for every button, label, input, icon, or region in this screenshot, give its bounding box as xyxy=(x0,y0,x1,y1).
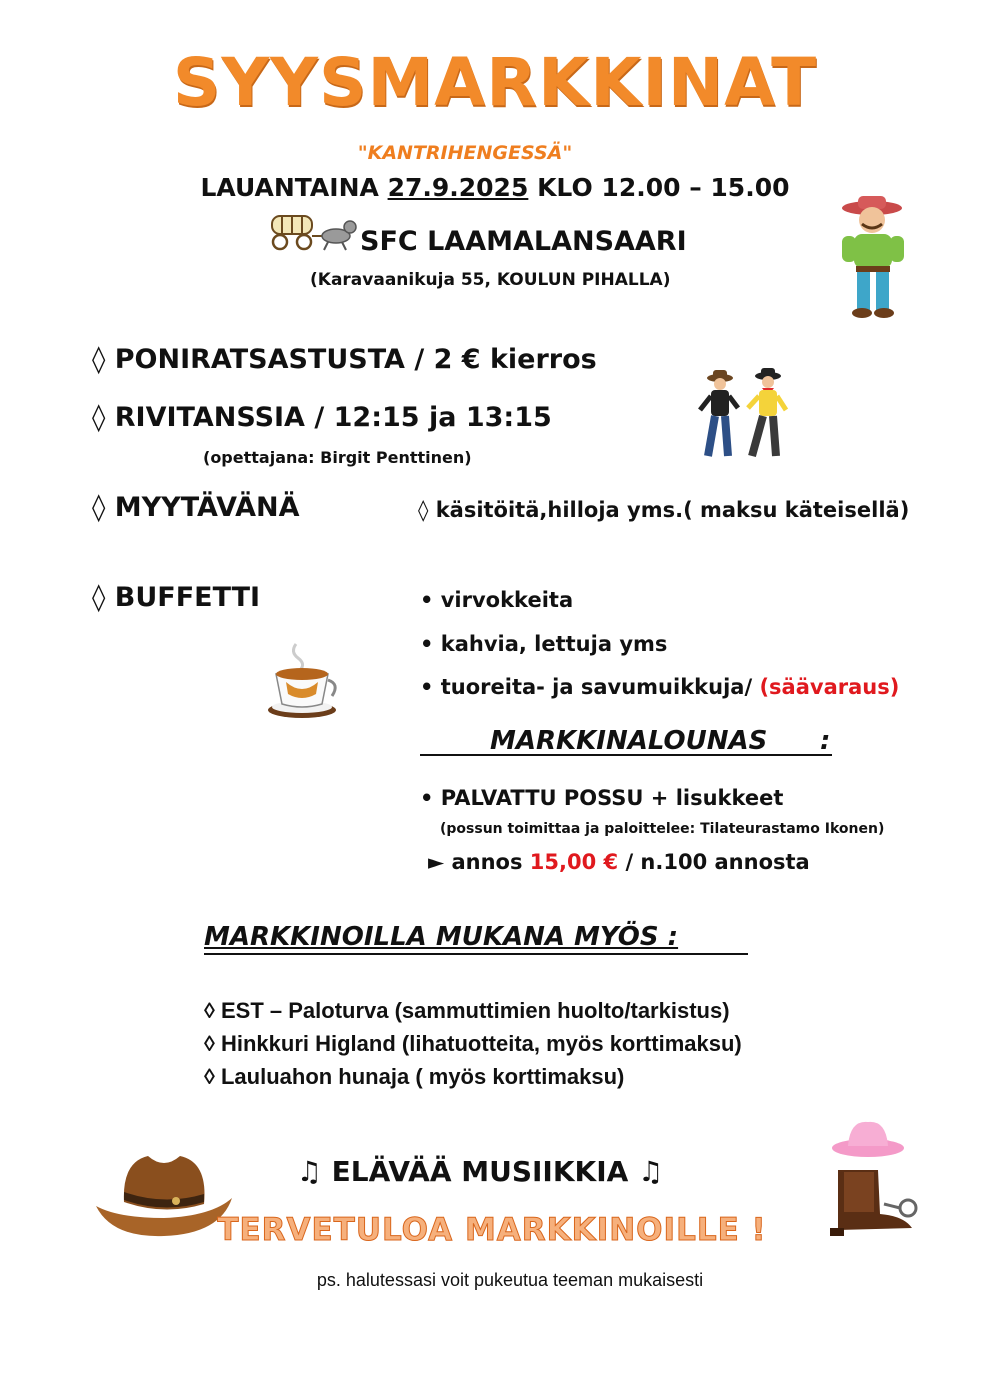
for-sale-item: ◊ käsitöitä,hilloja yms.( maksu käteisellä) xyxy=(418,498,910,522)
for-sale-title: ◊ MYYTÄVÄNÄ xyxy=(92,492,300,523)
date-value: 27.9.2025 xyxy=(387,173,529,202)
venue: SFC LAAMALANSAARI xyxy=(360,226,687,257)
also-heading-wrap xyxy=(204,922,678,952)
buffet-item: • kahvia, lettuja yms xyxy=(420,632,668,656)
dress-code-note: ps. halutessasi voit pukeutua teeman mukaisesti xyxy=(316,1270,704,1290)
subtitle: "KANTRIHENGESSÄ" xyxy=(357,142,573,164)
live-music: ♫ ELÄVÄÄ MUSIIKKIA ♫ xyxy=(296,1155,664,1188)
buffet-item-text: • tuoreita- ja savumuikkuja/ xyxy=(420,675,753,699)
page-title: SYYSMARKKINAT xyxy=(172,44,818,121)
price-prefix: ► annos xyxy=(428,850,523,874)
address: (Karavaanikuja 55, KOULUN PIHALLA) xyxy=(310,270,671,290)
also-heading: MARKKINOILLA MUKANA MYÖS : xyxy=(204,922,679,952)
price-value: 15,00 € xyxy=(529,850,619,874)
weather-note: (säävaraus) xyxy=(759,675,900,699)
lunch-heading: MARKKINALOUNAS xyxy=(490,726,768,756)
list-item: ◊ EST – Paloturva (sammuttimien huolto/tarkistus) xyxy=(204,998,730,1023)
cowboy-icon xyxy=(826,194,912,320)
welcome-text: TERVETULOA MARKKINOILLE ! xyxy=(217,1212,767,1248)
list-item: ◊ Hinkkuri Higland (lihatuotteita, myös korttimaksu) xyxy=(204,1031,742,1056)
lunch-provider: (possun toimittaa ja paloittelee: Tilateurastamo Ikonen) xyxy=(440,821,885,837)
lunch-heading-colon: : xyxy=(820,726,831,756)
buffet-item: • virvokkeita xyxy=(420,588,574,612)
time-value: KLO 12.00 – 15.00 xyxy=(537,173,790,202)
lunch-price-line xyxy=(428,850,810,874)
price-suffix: / n.100 annosta xyxy=(625,850,810,874)
lunch-item: • PALVATTU POSSU + lisukkeet xyxy=(420,786,784,810)
dance-teacher: (opettajana: Birgit Penttinen) xyxy=(203,448,472,467)
also-heading-underline xyxy=(204,952,748,956)
dancers-icon xyxy=(692,366,796,466)
pony-ride: ◊ PONIRATSASTUSTA / 2 € kierros xyxy=(92,344,597,375)
coffee-cup-icon xyxy=(262,640,342,722)
buffet-item xyxy=(420,675,899,699)
date-prefix: LAUANTAINA xyxy=(200,173,379,202)
cowboy-boot-icon xyxy=(808,1116,924,1240)
covered-wagon-icon xyxy=(270,210,358,252)
buffet-title: ◊ BUFFETTI xyxy=(92,582,261,613)
line-dance: ◊ RIVITANSSIA / 12:15 ja 13:15 xyxy=(92,402,552,433)
list-item: ◊ Lauluahon hunaja ( myös korttimaksu) xyxy=(204,1064,625,1089)
